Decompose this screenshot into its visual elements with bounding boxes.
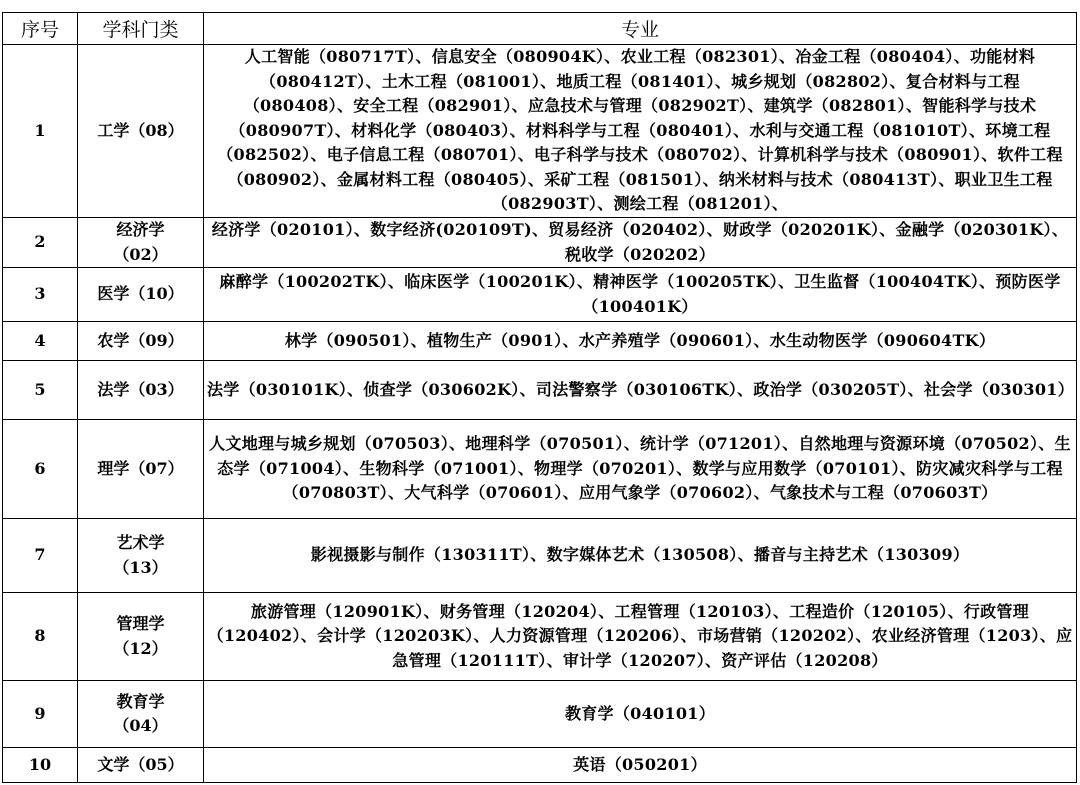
table-row xyxy=(3,748,1077,783)
table-row xyxy=(3,268,1077,322)
row-index: 4 xyxy=(3,322,78,361)
row-category: 法学（03） xyxy=(78,361,204,420)
row-category: 医学（10） xyxy=(78,268,204,322)
row-index: 8 xyxy=(3,593,78,681)
header-majors: 专业 xyxy=(204,13,1077,45)
row-index: 3 xyxy=(3,268,78,322)
table-row xyxy=(3,45,1077,218)
row-category: 农学（09） xyxy=(78,322,204,361)
header-row xyxy=(3,13,1077,45)
row-index: 7 xyxy=(3,519,78,593)
row-index: 10 xyxy=(3,748,78,783)
table-row xyxy=(3,322,1077,361)
row-majors: 教育学（040101） xyxy=(204,681,1077,748)
row-majors: 法学（030101K）、侦查学（030602K）、司法警察学（030106TK）、政治学（030205T）、社会学（030301） xyxy=(204,361,1077,420)
row-category: 经济学（02） xyxy=(78,218,204,268)
table-row xyxy=(3,681,1077,748)
row-category: 工学（08） xyxy=(78,45,204,218)
table-row xyxy=(3,361,1077,420)
row-majors: 人工智能（080717T）、信息安全（080904K）、农业工程（082301）、冶金工程（080404）、功能材料（080412T）、土木工程（081001）、地质工程（081401）、城乡规划（082802）、复合材料与工程（080408）、安全工程（082901）、应急技术与管理（082902T）、建筑学（082801）、智能科学与技术（080907T）、材料化学（080403）、材料科学与工程（080401）、水利与交通工程（081010T）、环境工程（082502）、电子信息工程（080701）、电子科学与技术（080702）、计算机科学与技术（080901）、软件工程（080902）、金属材料工程（080405）、采矿工程（081501）、纳米材料与技术（080413T）、职业卫生工程（082903T）、测绘工程（081201）、 xyxy=(204,45,1077,218)
table-row xyxy=(3,519,1077,593)
row-category: 教育学（04） xyxy=(78,681,204,748)
row-majors: 影视摄影与制作（130311T）、数字媒体艺术（130508）、播音与主持艺术（130309） xyxy=(204,519,1077,593)
table-row xyxy=(3,420,1077,519)
header-category: 学科门类 xyxy=(78,13,204,45)
row-index: 5 xyxy=(3,361,78,420)
row-category: 文学（05） xyxy=(78,748,204,783)
row-majors: 旅游管理（120901K）、财务管理（120204）、工程管理（120103）、工程造价（120105）、行政管理（120402）、会计学（120203K）、人力资源管理（120206）、市场营销（120202）、农业经济管理（1203）、应急管理（120111T）、审计学（120207）、资产评估（120208） xyxy=(204,593,1077,681)
row-index: 1 xyxy=(3,45,78,218)
row-category: 管理学（12） xyxy=(78,593,204,681)
row-index: 6 xyxy=(3,420,78,519)
row-majors: 人文地理与城乡规划（070503）、地理科学（070501）、统计学（071201）、自然地理与资源环境（070502）、生态学（071004）、生物科学（071001）、物理学（070201）、数学与应用数学（070101）、防灾减灾科学与工程（070803T）、大气科学（070601）、应用气象学（070602）、气象技术与工程（070603T） xyxy=(204,420,1077,519)
row-majors: 经济学（020101）、数字经济(020109T)、贸易经济（020402）、财政学（020201K）、金融学（020301K）、税收学（020202） xyxy=(204,218,1077,268)
row-majors: 英语（050201） xyxy=(204,748,1077,783)
row-majors: 林学（090501）、植物生产（0901）、水产养殖学（090601）、水生动物医学（090604TK） xyxy=(204,322,1077,361)
row-category: 理学（07） xyxy=(78,420,204,519)
table-row xyxy=(3,593,1077,681)
row-index: 2 xyxy=(3,218,78,268)
row-majors: 麻醉学（100202TK）、临床医学（100201K）、精神医学（100205TK）、卫生监督（100404TK）、预防医学（100401K） xyxy=(204,268,1077,322)
row-index: 9 xyxy=(3,681,78,748)
majors-table xyxy=(2,12,1077,783)
header-index: 序号 xyxy=(3,13,78,45)
row-category: 艺术学（13） xyxy=(78,519,204,593)
table-row xyxy=(3,218,1077,268)
